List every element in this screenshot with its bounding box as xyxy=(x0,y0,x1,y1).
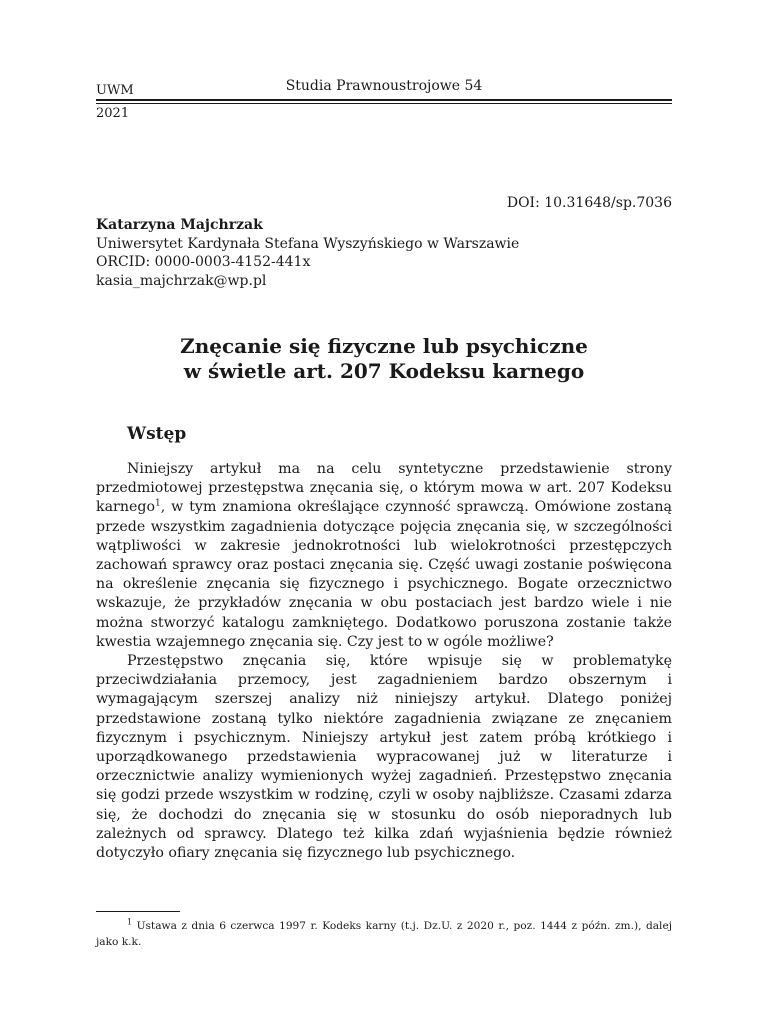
header-rule-thick xyxy=(96,99,672,101)
footnote-mark: 1 xyxy=(127,917,133,927)
paragraph-text: , w tym znamiona określające czynność sprawczą. Omówione zostaną przede wszystkim zagadnienia dotyczące pojęcia znęcania się, w szczególności wątpliwości w zakresie jednokrotności lub wielokrotności przestępczych zachowań sprawcy oraz postaci znęcania się. Część uwagi zostanie poświęcona na określenie znęcania się fizycznego i psychicznego. Bogate orzecznictwo wskazuje, że przykładów znęcania w obu postaciach jest bardzo wiele i nie można stworzyć katalogu zamkniętego. Dodatkowo poruszona zostanie także kwestia wzajemnego znęcania się. Czy jest to w ogóle możliwe? xyxy=(96,499,672,650)
author-email[interactable]: kasia_majchrzak@wp.pl xyxy=(96,272,267,289)
footnote-reference[interactable]: 1 xyxy=(155,498,161,509)
paragraph-text: Niniejszy artykuł ma na celu syntetyczne przedstawienie strony przedmiotowej przestępstwa znęcania się, o którym mowa w art. 207 Kodeksu karnego xyxy=(96,461,672,516)
author-block xyxy=(96,216,519,290)
header-publisher: UWM xyxy=(96,83,134,98)
footnote-rule xyxy=(96,911,180,912)
footnote xyxy=(96,918,672,950)
paragraph xyxy=(96,460,672,652)
article-title-line-1: Znęcanie się fizyczne lub psychiczne xyxy=(180,334,588,358)
header-year: 2021 xyxy=(96,106,130,121)
doi[interactable]: DOI: 10.31648/sp.7036 xyxy=(506,195,672,211)
author-name: Katarzyna Majchrzak xyxy=(96,217,263,233)
article-title-line-2: w świetle art. 207 Kodeksu karnego xyxy=(183,359,585,383)
header-journal: Studia Prawnoustrojowe 54 xyxy=(285,78,483,94)
footnote-body xyxy=(96,918,672,950)
article-title xyxy=(96,334,672,384)
paragraph: Przestępstwo znęcania się, które wpisuje się w problematykę przeciwdziałania przemocy, jest zagadnieniem bardzo obszernym i wymagającym szerszej analizy niż niniejszy artykuł. Dlatego poniżej przedstawione zostaną tylko niektóre zagadnienia związane ze znęcaniem fizycznym i psychicznym. Niniejszy artykuł jest zatem próbą krótkiego i uporządkowanego przedstawienia wypracowanej już w literaturze i orzecznictwie analizy wymienionych wyżej zagadnień. Przestępstwo znęcania się godzi przede wszystkim w rodzinę, czyli w osoby najbliższe. Czasami zdarza się, że dochodzi do znęcania się w stosunku do osób nieporadnych lub zależnych od sprawcy. Dlatego też kilka zdań wyjaśnienia będzie również dotyczyło ofiary znęcania się fizycznego lub psychicznego. xyxy=(96,653,672,862)
header-rule-thin xyxy=(96,103,672,104)
author-orcid[interactable]: ORCID: 0000-0003-4152-441x xyxy=(96,254,311,270)
footnote-text: Ustawa z dnia 6 czerwca 1997 r. Kodeks karny (t.j. Dz.U. z 2020 r., poz. 1444 z późn. zm.), dalej jako k.k. xyxy=(96,920,672,948)
author-affiliation: Uniwersytet Kardynała Stefana Wyszyńskiego w Warszawie xyxy=(96,235,520,252)
section-heading: Wstęp xyxy=(127,424,187,444)
body-text xyxy=(96,460,672,863)
